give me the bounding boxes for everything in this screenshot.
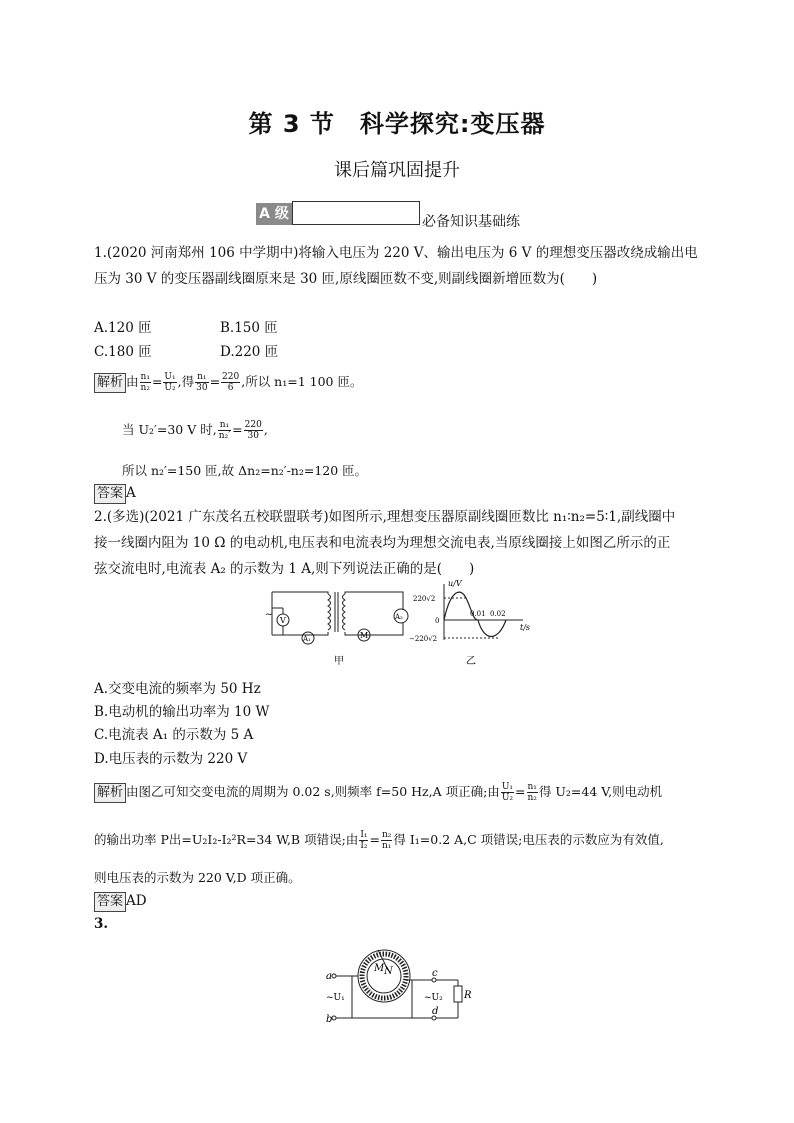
- q1-answer-value: A: [126, 485, 136, 501]
- fraction: $\frac{\text{U₁}}{\text{U₂}}$: [164, 372, 176, 393]
- terminal-a-label: a: [326, 971, 332, 982]
- fraction: $\frac{\text{n₂}}{\text{n₁}}$: [381, 830, 392, 851]
- figure-yi-caption: 乙: [466, 656, 476, 667]
- q2-option-d: D.电压表的示数为 220 V: [94, 751, 248, 767]
- u1-label: ~U₁: [326, 993, 345, 1003]
- point-m-label: M: [374, 963, 385, 974]
- graph-tick-002: 0.02: [490, 610, 506, 618]
- fraction: $\frac{\text{n₁}}{\text{n₂}}$: [527, 782, 537, 803]
- q1-option-a: A.120 匝: [94, 320, 152, 336]
- resistor-r-label: R: [464, 990, 472, 1001]
- q2-answer: [94, 892, 147, 912]
- q2-stem-line2: 接一线圈内阻为 10 Ω 的电动机,电压表和电流表均为理想交流电表,当原线圈接上如图乙所示的正: [94, 535, 671, 551]
- page-subtitle: 课后篇巩固提升: [334, 160, 460, 181]
- ac-source-icon: ~: [265, 610, 273, 620]
- motor-label: M: [360, 631, 369, 640]
- q1-analysis-text: 由: [126, 374, 139, 389]
- figure-jia-caption: 甲: [334, 656, 344, 667]
- level-label: 必备知识基础练: [422, 214, 520, 230]
- q1-analysis-tag: 解析: [94, 373, 126, 393]
- graph-y-axis-label: u/V: [448, 580, 462, 588]
- fraction: $\frac{\text{n₁}}{\text{n₂′}}$: [218, 420, 231, 441]
- q2-analysis-line3: 则电压表的示数为 220 V,D 项正确。: [94, 870, 301, 885]
- q2-analysis-line2: 的输出功率 P出=U₂I₂-I₂²R=34 W,B 项错误;由 $\frac{\text{I₁}}{\text{I₂}}$ = $\frac{\text{n₂}}{\text{n₁}}$ 得 I₁=0.2 A,C 项错误;电压表的示数应为有效值,: [94, 830, 664, 851]
- q3-number: 3.: [94, 916, 109, 932]
- level-badge: A 级: [256, 203, 292, 225]
- u2-label: ~U₂: [424, 993, 443, 1003]
- graph-tick-max: 220√2: [413, 595, 436, 603]
- q2-stem-line3: 弦交流电时,电流表 A₂ 的示数为 1 A,则下列说法正确的是( ): [94, 561, 475, 577]
- graph-tick-zero: 0: [435, 617, 440, 625]
- graph-tick-001: 0.01: [470, 610, 486, 618]
- q1-stem: [94, 240, 704, 292]
- q1-stem-line1: 1.(2020 河南郑州 106 中学期中)将输入电压为 220 V、输出电压为 6 V 的理想变压器改绕成输出电: [94, 245, 698, 261]
- fraction: $\frac{220}{6}$: [222, 372, 240, 393]
- fraction: $\frac{\text{n₁}}{30}$: [196, 372, 208, 393]
- toroid-circuit: [336, 950, 462, 1018]
- q1-option-d: D.220 匝: [220, 344, 279, 360]
- ammeter-a1-label: A₁: [303, 635, 311, 643]
- q2-analysis-line1: 解析 由图乙可知交变电流的周期为 0.02 s,则频率 f=50 Hz,A 项正确;由 $\frac{\text{U₁}}{\text{U₂}}$ = $\frac{\text{n₁}}{\text{n₂}}$ 得 U₂=44 V,则电动机: [94, 782, 662, 803]
- q2-answer-value: AD: [126, 893, 147, 909]
- q1-analysis-text: ,得: [177, 374, 195, 389]
- q2-option-c: C.电流表 A₁ 的示数为 5 A: [94, 727, 254, 743]
- transformer-circuit: [272, 592, 408, 644]
- graph-x-axis-label: t/s: [520, 623, 531, 632]
- q3-figure: [322, 938, 472, 1028]
- q1-analysis-line3: 所以 n₂′=150 匝,故 Δn₂=n₂′-n₂=120 匝。: [122, 463, 368, 478]
- q2-stem-line1: 2.(多选)(2021 广东茂名五校联盟联考)如图所示,理想变压器原副线圈匝数比 n₁∶n₂=5∶1,副线圈中: [94, 509, 676, 525]
- q1-stem-line2: 压为 30 V 的变压器副线圈原来是 30 匝,原线圈匝数不变,则副线圈新增匝数为( ): [94, 271, 598, 287]
- fraction: $\frac{\text{n₁}}{\text{n₂}}$: [140, 372, 150, 393]
- voltmeter-label: V: [280, 616, 286, 625]
- q1-analysis-line2: 当 U₂′=30 V 时, $\frac{\text{n₁}}{\text{n₂′}}$ = $\frac{220}{30}$ ,: [122, 420, 268, 441]
- q1-analysis-text: ,所以 n₁=1 100 匝。: [241, 374, 363, 389]
- q2-option-a: A.交变电流的频率为 50 Hz: [94, 681, 261, 697]
- page-title: 第 3 节 科学探究:变压器: [248, 110, 546, 138]
- q1-answer: [94, 484, 136, 504]
- q2-option-b: B.电动机的输出功率为 10 W: [94, 704, 270, 720]
- fraction: $\frac{220}{30}$: [244, 420, 262, 441]
- q1-option-c: C.180 匝: [94, 344, 152, 360]
- point-n-label: N: [384, 966, 393, 977]
- ammeter-a2-label: A₂: [395, 613, 403, 621]
- q1-option-b: B.150 匝: [220, 320, 278, 336]
- terminal-c-label: c: [432, 968, 438, 979]
- terminal-b-label: b: [326, 1014, 333, 1025]
- q1-answer-tag: 答案: [94, 484, 126, 504]
- q1-analysis-line1: 解析 由 $\frac{\text{n₁}}{\text{n₂}}$ = $\frac{\text{U₁}}{\text{U₂}}$ ,得 $\frac{\text{n₁}}{30}$ = $\frac{220}{6}$ ,所以 n₁=1 100 匝。: [94, 372, 362, 393]
- q2-figure: [258, 580, 548, 670]
- q2-analysis-tag: 解析: [94, 783, 126, 803]
- q2-answer-tag: 答案: [94, 892, 126, 912]
- graph-tick-min: −220√2: [409, 635, 438, 643]
- fraction: $\frac{\text{U₁}}{\text{U₂}}$: [501, 782, 514, 803]
- terminal-d-label: d: [432, 1006, 439, 1017]
- fraction: $\frac{\text{I₁}}{\text{I₂}}$: [360, 830, 368, 851]
- level-input-box: [292, 201, 420, 225]
- q2-stem: [94, 504, 704, 582]
